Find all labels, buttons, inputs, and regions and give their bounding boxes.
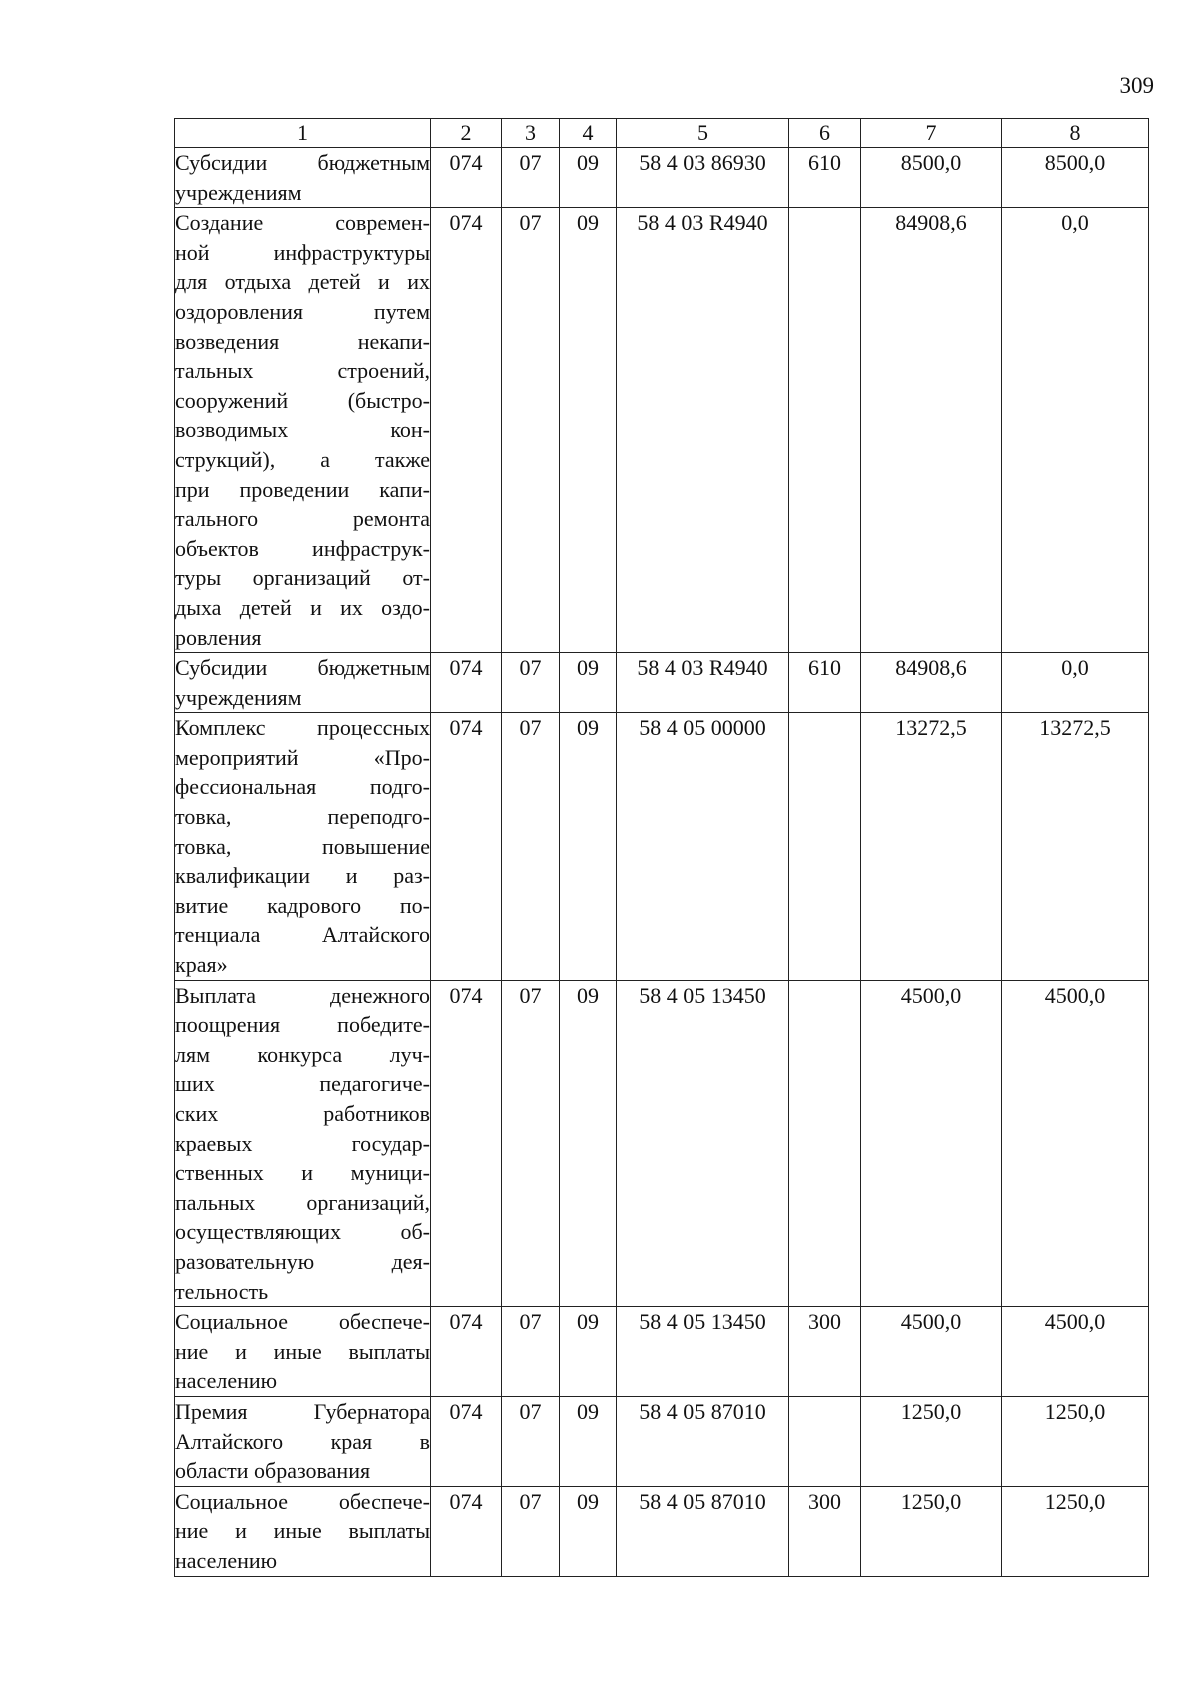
row-name-line: лям конкурса луч- (175, 1041, 430, 1067)
subsection-code-cell: 09 (560, 980, 617, 1307)
chapter-code-cell: 074 (431, 713, 502, 980)
budget-table (174, 118, 1149, 1577)
row-name-line: оздоровления путем (175, 298, 430, 324)
target-article-cell: 58 4 05 87010 (617, 1486, 789, 1576)
amount-year2-cell: 8500,0 (1002, 148, 1149, 208)
table-row (175, 208, 1149, 653)
row-name-line: при проведении капи- (175, 476, 430, 502)
subsection-code-cell: 09 (560, 148, 617, 208)
row-name-cell (175, 1307, 431, 1397)
row-name-line: возводимых кон- (175, 417, 430, 443)
table-row (175, 1486, 1149, 1576)
row-name-cell (175, 1486, 431, 1576)
row-name-line: разовательную дея- (175, 1248, 430, 1274)
table-header-row (175, 119, 1149, 148)
chapter-code-cell: 074 (431, 148, 502, 208)
chapter-code-cell: 074 (431, 980, 502, 1307)
row-name-line: товка, повышение (175, 833, 430, 859)
row-name-line: тельность (175, 1278, 269, 1304)
amount-year2-cell: 0,0 (1002, 653, 1149, 713)
column-header: 1 (175, 119, 431, 148)
row-name-line: пальных организаций, (175, 1189, 430, 1215)
amount-year1-cell: 8500,0 (861, 148, 1002, 208)
column-header: 4 (560, 119, 617, 148)
row-name-line: туры организаций от- (175, 565, 430, 591)
target-article-cell: 58 4 05 87010 (617, 1396, 789, 1486)
subsection-code-cell: 09 (560, 1396, 617, 1486)
table-row (175, 980, 1149, 1307)
table-row (175, 713, 1149, 980)
row-name-line: витие кадрового по- (175, 892, 430, 918)
amount-year1-cell: 1250,0 (861, 1486, 1002, 1576)
row-name-line: осуществляющих об- (175, 1219, 430, 1245)
row-name-line: населению (175, 1368, 278, 1394)
section-code-cell: 07 (502, 980, 560, 1307)
row-name-cell (175, 713, 431, 980)
target-article-cell: 58 4 05 13450 (617, 1307, 789, 1397)
row-name-line: учреждениям (175, 179, 302, 205)
row-name-line: ной инфраструктуры (175, 239, 430, 265)
page-number: 309 (1119, 73, 1154, 98)
chapter-code-cell: 074 (431, 1307, 502, 1397)
column-header: 6 (789, 119, 861, 148)
expense-type-cell (789, 1396, 861, 1486)
column-header: 3 (502, 119, 560, 148)
section-code-cell: 07 (502, 1307, 560, 1397)
row-name-line: Премия Губернатора (175, 1398, 430, 1424)
row-name-cell (175, 653, 431, 713)
section-code-cell: 07 (502, 208, 560, 653)
amount-year1-cell: 84908,6 (861, 208, 1002, 653)
amount-year2-cell: 0,0 (1002, 208, 1149, 653)
row-name-line: для отдыха детей и их (175, 269, 430, 295)
row-name-line: Комплекс процессных (175, 715, 430, 741)
section-code-cell: 07 (502, 148, 560, 208)
row-name-line: учреждениям (175, 684, 302, 710)
amount-year1-cell: 4500,0 (861, 980, 1002, 1307)
row-name-line: возведения некапи- (175, 328, 430, 354)
row-name-line: струкций), а также (175, 446, 430, 472)
amount-year1-cell: 4500,0 (861, 1307, 1002, 1397)
row-name-line: Субсидии бюджетным (175, 655, 430, 681)
table-row (175, 653, 1149, 713)
row-name-line: мероприятий «Про- (175, 744, 430, 770)
row-name-line: ровления (175, 624, 262, 650)
row-name-cell (175, 980, 431, 1307)
row-name-line: краевых государ- (175, 1130, 430, 1156)
row-name-line: тального ремонта (175, 506, 430, 532)
table-row (175, 148, 1149, 208)
row-name-line: квалификации и раз- (175, 863, 430, 889)
column-header: 7 (861, 119, 1002, 148)
row-name-line: ственных и муници- (175, 1160, 430, 1186)
column-header: 2 (431, 119, 502, 148)
row-name-line: ние и иные выплаты (175, 1338, 430, 1364)
subsection-code-cell: 09 (560, 713, 617, 980)
subsection-code-cell: 09 (560, 653, 617, 713)
target-article-cell: 58 4 03 R4940 (617, 653, 789, 713)
row-name-line: Субсидии бюджетным (175, 150, 430, 175)
row-name-line: края» (175, 952, 228, 978)
amount-year2-cell: 1250,0 (1002, 1486, 1149, 1576)
expense-type-cell (789, 208, 861, 653)
target-article-cell: 58 4 05 00000 (617, 713, 789, 980)
row-name-line: Выплата денежного (175, 982, 430, 1008)
amount-year1-cell: 1250,0 (861, 1396, 1002, 1486)
column-header: 5 (617, 119, 789, 148)
section-code-cell: 07 (502, 1486, 560, 1576)
amount-year2-cell: 13272,5 (1002, 713, 1149, 980)
target-article-cell: 58 4 03 86930 (617, 148, 789, 208)
amount-year2-cell: 4500,0 (1002, 980, 1149, 1307)
target-article-cell: 58 4 05 13450 (617, 980, 789, 1307)
row-name-line: тальных строений, (175, 358, 430, 384)
chapter-code-cell: 074 (431, 208, 502, 653)
row-name-line: Создание современ- (175, 210, 430, 236)
row-name-line: объектов инфраструк- (175, 535, 430, 561)
row-name-cell (175, 1396, 431, 1486)
subsection-code-cell: 09 (560, 1486, 617, 1576)
row-name-line: населению (175, 1547, 278, 1573)
row-name-cell (175, 208, 431, 653)
expense-type-cell (789, 980, 861, 1307)
expense-type-cell: 300 (789, 1307, 861, 1397)
row-name-line: области образования (175, 1458, 371, 1484)
row-name-line: фессиональная подго- (175, 774, 430, 800)
row-name-line: поощрения победите- (175, 1012, 430, 1038)
row-name-line: товка, переподго- (175, 804, 430, 830)
row-name-line: Социальное обеспече- (175, 1309, 430, 1335)
chapter-code-cell: 074 (431, 1396, 502, 1486)
row-name-line: тенциала Алтайского (175, 922, 430, 948)
amount-year1-cell: 13272,5 (861, 713, 1002, 980)
section-code-cell: 07 (502, 653, 560, 713)
section-code-cell: 07 (502, 1396, 560, 1486)
expense-type-cell: 300 (789, 1486, 861, 1576)
chapter-code-cell: 074 (431, 653, 502, 713)
row-name-line: Алтайского края в (175, 1428, 430, 1454)
row-name-line: ских работников (175, 1101, 430, 1126)
row-name-line: ние и иные выплаты (175, 1518, 430, 1544)
row-name-line: Социальное обеспече- (175, 1488, 430, 1514)
row-name-line: ших педагогиче- (175, 1071, 430, 1097)
expense-type-cell: 610 (789, 653, 861, 713)
column-header: 8 (1002, 119, 1149, 148)
table-row (175, 1307, 1149, 1397)
amount-year2-cell: 1250,0 (1002, 1396, 1149, 1486)
subsection-code-cell: 09 (560, 208, 617, 653)
row-name-cell (175, 148, 431, 208)
subsection-code-cell: 09 (560, 1307, 617, 1397)
row-name-line: дыха детей и их оздо- (175, 594, 430, 620)
chapter-code-cell: 074 (431, 1486, 502, 1576)
section-code-cell: 07 (502, 713, 560, 980)
amount-year2-cell: 4500,0 (1002, 1307, 1149, 1397)
expense-type-cell (789, 713, 861, 980)
target-article-cell: 58 4 03 R4940 (617, 208, 789, 653)
table-body (175, 148, 1149, 1577)
amount-year1-cell: 84908,6 (861, 653, 1002, 713)
table-row (175, 1396, 1149, 1486)
expense-type-cell: 610 (789, 148, 861, 208)
row-name-line: сооружений (быстро- (175, 387, 430, 413)
